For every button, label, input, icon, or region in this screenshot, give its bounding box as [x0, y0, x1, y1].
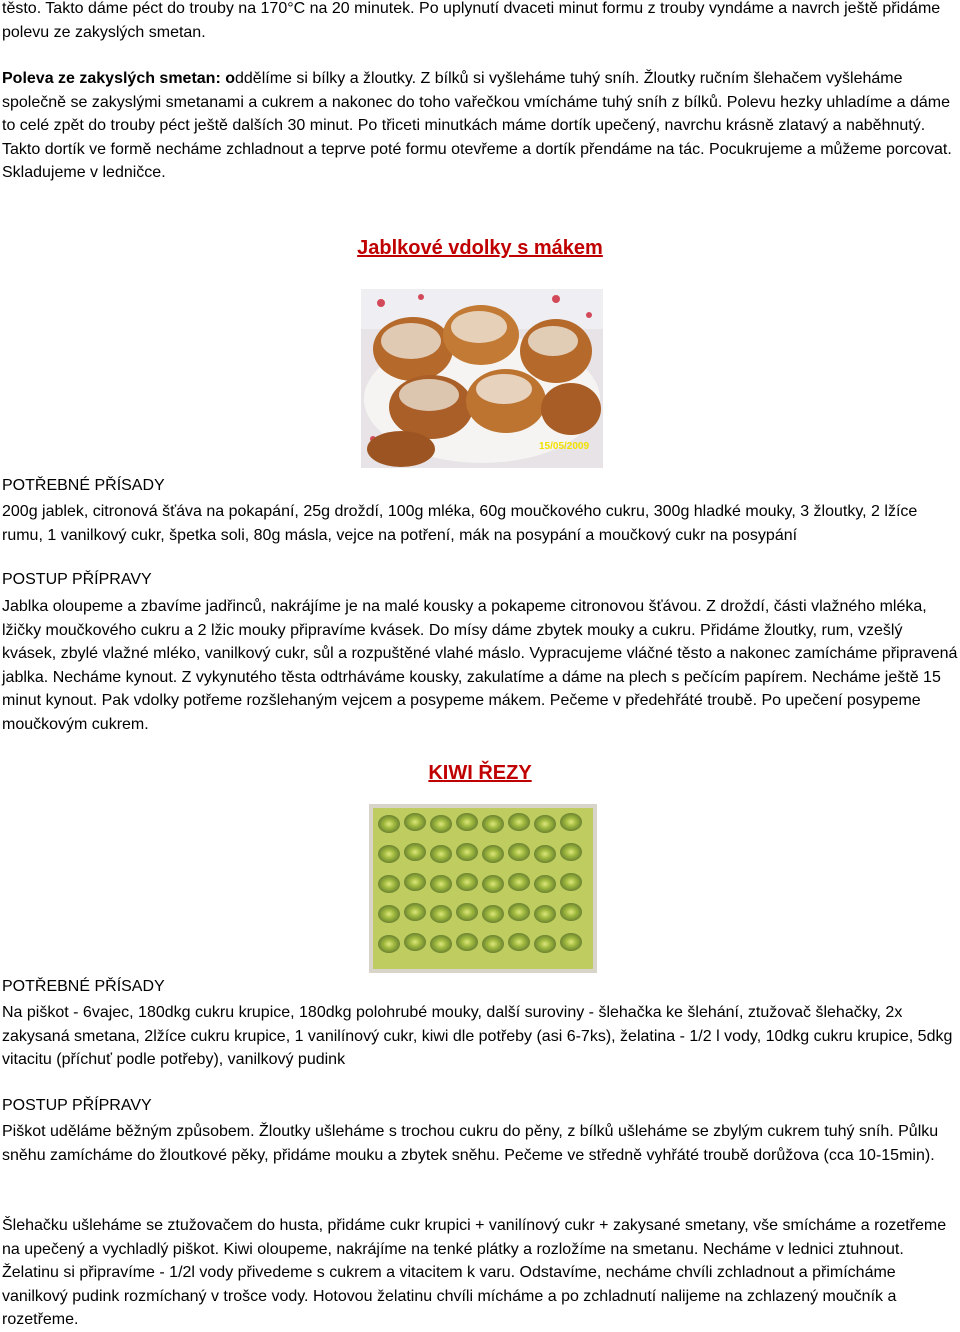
ingredients-heading: POTŘEBNÉ PŘÍSADY [2, 978, 165, 995]
procedure-heading: POSTUP PŘÍPRAVY [2, 571, 152, 588]
kiwi-slices-photo [369, 804, 597, 973]
apple-buns-photo [361, 289, 603, 468]
procedure-heading: POSTUP PŘÍPRAVY [2, 1097, 152, 1114]
recipe-title-apple-buns: Jablkové vdolky s mákem [357, 237, 603, 259]
recipe-title-kiwi-slices: KIWI ŘEZY [428, 762, 532, 784]
glaze-lead: Poleva ze zakyslých smetan: o [2, 70, 235, 87]
ingredients-text: Na piškot - 6vajec, 180dkg cukru krupice, 180dkg polohrubé mouky, další suroviny - šlehačka ke šlehání, ztužovač šlehačky, 2x zakysaná smetana, 2lžíce cukru krupice, 1 vanilínový cukr, kiwi dle potřeby (asi 6-7ks), želatina - 1/2 l vody, 10dkg cukru krupice, 5dkg vitacitu (příchuť podle potřeby), vanilkový pudink [2, 1004, 953, 1068]
glaze-paragraph [2, 67, 958, 185]
photo-date-stamp: 15/05/2009 [539, 441, 590, 452]
glaze-text: ddělíme si bílky a žloutky. Z bílků si vyšleháme tuhý sníh. Žloutky ručním šlehačem vyšleháme společně se zakyslými smetanami a cukrem a nakonec do toho vařečkou vmícháme tuhý sníh z bílků. Polevu hezky uhladíme a dáme to celé zpět do trouby péct ještě dalších 30 minut. Po třiceti minutkách máme dortík upečený, navrchu krásně zlatavý a naběhnutý. Takto dortík ve formě necháme zchladnout a teprve poté formu otevřeme a dortík přendáme na tác. Pocukrujeme a můžeme porcovat. Skladujeme v ledničce. [2, 70, 952, 181]
ingredients-text: 200g jablek, citronová šťáva na pokapání, 25g droždí, 100g mléka, 60g moučkového cukru, 300g hladké mouky, 3 žloutky, 2 lžíce rumu, 1 vanilkový cukr, špetka soli, 80g másla, vejce na potření, mák na posypání a moučkový cukr na posypání [2, 503, 918, 544]
ingredients-heading: POTŘEBNÉ PŘÍSADY [2, 477, 165, 494]
procedure-text-sponge: Piškot uděláme běžným způsobem. Žloutky ušleháme s trochou cukru do pěny, z bílků ušleháme se zbylým cukrem tuhý sníh. Půlku sněhu zamícháme do žloutkové pěky, přidáme mouku a zbytek sněhu. Pečeme ve středně vyhřáté troubě dorůžova (cca 10-15min). [2, 1123, 939, 1164]
procedure-text-topping: Šlehačku ušleháme se ztužovačem do husta, přidáme cukr krupici + vanilínový cukr + zakysané smetany, vše smícháme a rozetřeme na upečený a vychladlý piškot. Kiwi oloupeme, nakrájíme na tenké plátky a rozložíme na smetanu. Necháme v lednici ztuhnout. Želatinu si připravíme - 1/2l vody přivedeme s cukrem a vitacitem k varu. Odstavíme, necháme chvíli zchladnout a přimícháme vanilkový pudink rozmíchaný v trošce vody. Hotovou želatinu chvíli mícháme a po zchladnutí nalijeme na zchlazený moučník a rozetřeme. [2, 1217, 947, 1328]
intro-paragraph: těsto. Takto dáme péct do trouby na 170°C na 20 minutek. Po uplynutí dvaceti minut formu z trouby vyndáme a navrch ještě přidáme polevu ze zakyslých smetan. [2, 0, 941, 41]
procedure-text: Jablka oloupeme a zbavíme jadřinců, nakrájíme je na malé kousky a pokapeme citronovou šťávou. Z droždí, části vlažného mléka, lžičky moučkového cukru a 2 lžic mouky připravíme kvásek. Do mísy dáme zbytek mouky a cukru. Přidáme žloutky, rum, vzešlý kvásek, zbylé vlažné mléko, vanilkový cukr, sůl a rozpuštěné vlahé máslo. Vypracujeme vláčné těsto a nakonec zamícháme připravená jablka. Necháme kynout. Z vykynutého těsta odtrháváme kousky, zakulatíme a dáme na plech s pečícím papírem. Necháme ještě 15 minut kynout. Pak vdolky potřeme rozšlehaným vejcem a posypeme mákem. Pečeme v předehřáté troubě. Po upečení posypeme moučkovým cukrem. [2, 598, 958, 733]
